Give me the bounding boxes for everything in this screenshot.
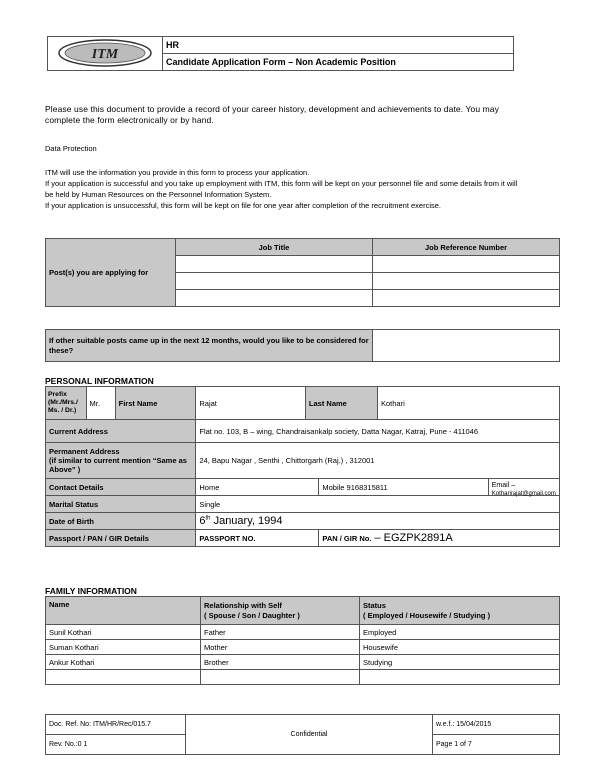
dob-label: Date of Birth [46,513,196,530]
job-ref-input[interactable] [373,273,560,290]
permanent-address-title: Permanent Address [49,447,120,456]
job-title-input[interactable] [176,290,373,307]
other-posts-table [45,329,560,362]
col-status-sub: ( Employed / Housewife / Studying ) [363,610,491,620]
family-status[interactable] [360,670,560,685]
logo-text: ITM [91,46,119,62]
table-row [46,625,560,640]
marital-label: Marital Status [46,496,196,513]
current-address-label: Current Address [46,420,196,443]
col-name: Name [46,597,201,625]
prefix-value[interactable]: Mr. [86,387,115,420]
family-name[interactable]: Suman Kothari [46,640,201,655]
personal-section-title: PERSONAL INFORMATION [45,376,154,386]
footer-table [45,714,560,755]
header-table [47,36,514,71]
last-name-value[interactable]: Kothari [378,387,560,420]
email-label: Email – [491,481,516,489]
current-address-value[interactable]: Flat no. 103, B – wing, Chandraisankalp society, Datta Nagar, Katraj, Pune - 411046 [196,420,560,443]
family-relation[interactable]: Father [201,625,360,640]
personal-table [45,386,560,547]
job-ref-input[interactable] [373,290,560,307]
pan-cell[interactable] [319,530,560,547]
doc-ref: Doc. Ref. No: ITM/HR/Rec/015.7 [46,715,186,735]
col-job-ref: Job Reference Number [373,239,560,256]
family-name[interactable] [46,670,201,685]
family-relation[interactable] [201,670,360,685]
wef-date: w.e.f.: 15/04/2015 [433,715,560,735]
dp-line: If your application is successful and you take up employment with ITM, this form will be kept on your personnel file and some details from it will be held by Human Resources on the Personnel Information System. [45,179,518,199]
contact-email[interactable] [488,479,559,496]
form-title: Candidate Application Form – Non Academic Position [163,54,514,71]
itm-logo [55,38,155,68]
col-relation [201,597,360,625]
family-relation[interactable]: Brother [201,655,360,670]
family-name[interactable]: Sunil Kothari [46,625,201,640]
job-title-input[interactable] [176,256,373,273]
department-label: HR [163,37,514,54]
dob-rest: January, 1994 [210,515,283,527]
dp-line: ITM will use the information you provide in this form to process your application. [45,168,310,177]
prefix-label: Prefix (Mr./Mrs./ Ms. / Dr.) [46,387,87,420]
contact-home[interactable]: Home [196,479,319,496]
table-row [46,655,560,670]
data-protection-title: Data Protection [45,144,97,153]
family-relation[interactable]: Mother [201,640,360,655]
marital-value[interactable]: Single [196,496,560,513]
family-status[interactable]: Employed [360,625,560,640]
family-table [45,596,560,685]
dob-day: 6 [199,515,206,527]
col-job-title: Job Title [176,239,373,256]
job-ref-input[interactable] [373,256,560,273]
col-status-title: Status [363,600,386,610]
col-status [360,597,560,625]
first-name-value[interactable]: Rajat [196,387,306,420]
job-title-input[interactable] [176,273,373,290]
last-name-label: Last Name [305,387,377,420]
table-row [46,640,560,655]
confidential-label: Confidential [186,715,433,755]
pan-label: PAN / GIR No. [322,534,372,543]
permanent-address-note: (if similar to current mention “Same as Above” ) [49,456,187,474]
passport-no-label[interactable]: PASSPORT NO. [196,530,319,547]
col-relation-sub: ( Spouse / Son / Daughter ) [204,610,300,620]
family-section-title: FAMILY INFORMATION [45,586,137,596]
post-label: Post(s) you are applying for [46,239,176,307]
data-protection-body [45,167,520,211]
family-status[interactable]: Studying [360,655,560,670]
other-posts-answer[interactable] [373,330,560,362]
intro-text: Please use this document to provide a record of your career history, development and achievements to date. You may complete the form electronically or by hand. [45,104,499,125]
contact-mobile[interactable]: Mobile 9168315811 [319,479,488,496]
permanent-address-value[interactable]: 24, Bapu Nagar , Senthi , Chittorgarh (Raj.) , 312001 [196,443,560,479]
dob-value[interactable] [196,513,560,530]
page-number: Page 1 of 7 [433,735,560,755]
logo-cell [48,37,163,71]
family-name[interactable]: Ankur Kothari [46,655,201,670]
dob-suffix: th [205,515,211,522]
table-row [46,670,560,685]
rev-no: Rev. No.:0 1 [46,735,186,755]
first-name-label: First Name [115,387,196,420]
passport-label: Passport / PAN / GIR Details [46,530,196,547]
contact-label: Contact Details [46,479,196,496]
pan-value: – EGZPK2891A [371,532,453,544]
col-relation-title: Relationship with Self [204,600,282,610]
other-posts-question: If other suitable posts came up in the next 12 months, would you like to be considered for these? [46,330,373,362]
email-value: Kotharirajat@gmail.com [491,490,556,497]
post-table [45,238,560,307]
family-status[interactable]: Housewife [360,640,560,655]
dp-line: If your application is unsuccessful, this form will be kept on file for one year after completion of the recruitment exercise. [45,201,442,210]
permanent-address-label [46,443,196,479]
